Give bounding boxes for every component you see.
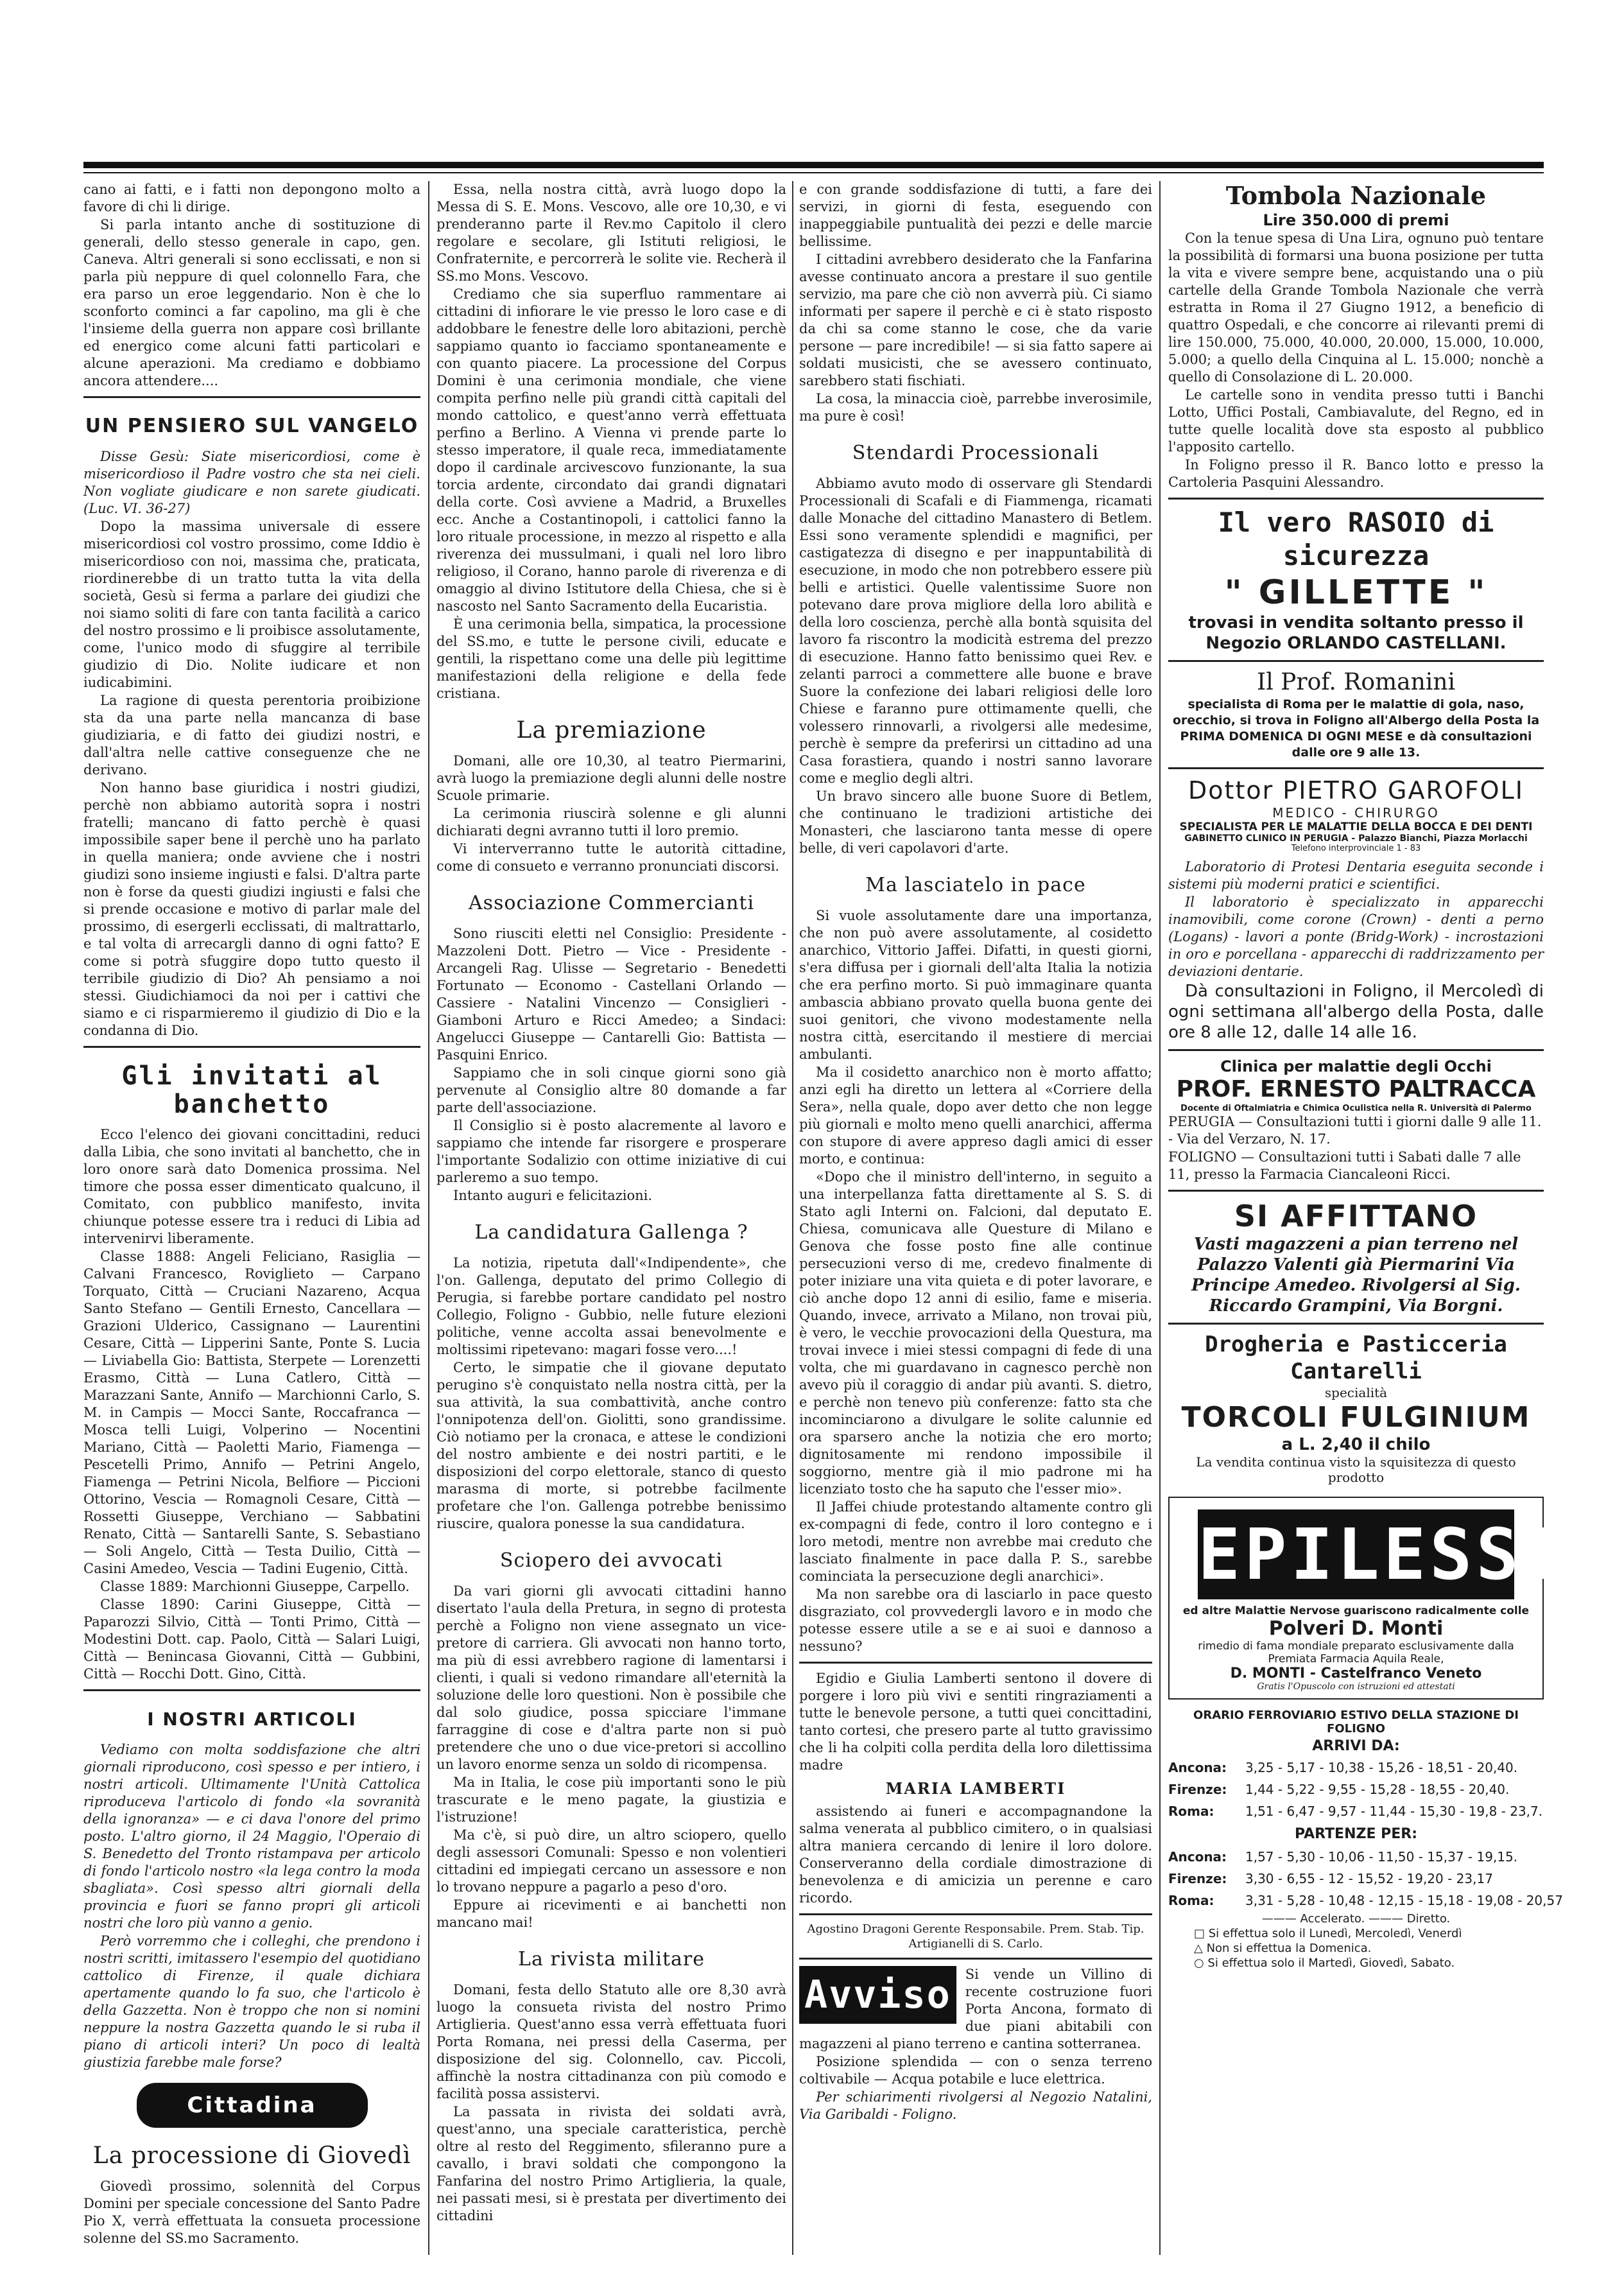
paragraph: I cittadini avrebbero desiderato che la Fanfarina avesse continuato ancora a prestare il suo gentile servizio, ma pare che ciò non avverrà più. Ci siamo informati per sapere il perchè e ci è stato risposto da chi sa come stanno le cose, che da varie persone — pare incredibile! — si sia fatto sapere ai soldati musicisti, che se avessero continuato, sarebbero stati fischiati. — [799, 252, 1152, 388]
column-2 — [436, 181, 786, 2255]
paragraph: Classe 1889: Marchionni Giuseppe, Carpello. — [100, 1579, 410, 1594]
timetable-legend: △ Non si effettua la Domenica. — [1194, 1942, 1372, 1955]
paragraph: Le cartelle sono in vendita presso tutti i Banchi Lotto, Uffici Postali, Cambiavalute, del Regno, ed in tutte quelle località dove sta esposto al pubblico l'apposito cartello. — [1168, 387, 1544, 455]
divider — [799, 1662, 1152, 1664]
column-divider — [792, 181, 793, 2255]
paragraph: In Foligno presso il R. Banco lotto e presso la Cartoleria Pasquini Alessandro. — [1168, 457, 1544, 490]
paragraph: Domani, festa dello Statuto alle ore 8,30 avrà luogo la consueta rivista del nostro Primo Artiglieria. Quest'anno essa verrà effettuata fuori Porta Romana, nei pressi della Caserma, per disposizione del sig. Colonnello, cav. Piccoli, affinchè la nostra cittadinanza con più comodo e facilità possa assistervi. — [436, 1982, 786, 2101]
top-rule-thin — [83, 172, 1544, 173]
column-divider — [1159, 181, 1161, 2255]
epilessia-desc: rimedio di fama mondiale preparato esclusivamente dalla Premiata Farmacia Aquila Reale, — [1198, 1640, 1514, 1665]
paragraph: Classe 1890: Carini Giuseppe, Città — Paparozzi Silvio, Città — Tonti Primo, Città — Modestini Dott. cap. Paolo, Città — Salari Luigi, Città — Benincasa Giovanni, Città — Gubbini, Città — Rocchi Dott. Gino, Città. — [83, 1597, 420, 1682]
epilessia-note: Gratis l'Opuscolo con istruzioni ed attestati — [1257, 1682, 1455, 1692]
paragraph: Essa, nella nostra città, avrà luogo dopo la Messa di S. E. Mons. Vescovo, alle ore 10,30, e vi prenderanno parte il Rev.mo Capitolo il clero regolare e secolare, gli Istituti religiosi, le Confraternite, e percorrerà le solite vie. Recherà il SS.mo Mons. Vescovo. — [436, 182, 786, 284]
paragraph: PERUGIA — Consultazioni tutti i giorni dalle 9 alle 11. - Via del Verzaro, N. 17. — [1168, 1114, 1542, 1147]
column-1 — [83, 181, 420, 2255]
headline-lasciatelo: Ma lasciatelo in pace — [865, 874, 1086, 896]
romanini-text: specialista di Roma per le malattie di gola, naso, orecchio, si trova in Foligno all'Albergo della Posta la PRIMA DOMENICA DI OGNI MESE e dà consultazioni dalle ore 9 alle 13. — [1172, 697, 1540, 760]
garofoli-sub: MEDICO - CHIRURGO — [1272, 805, 1440, 821]
paragraph: Si vende un Villino di recente costruzione fuori Porta Ancona, formato di due piani abitabili con magazzeni al piano terreno e cantina sotterranea. — [799, 1967, 1152, 2051]
column-3 — [799, 181, 1152, 2255]
ad-affittano — [1168, 1198, 1544, 1316]
paragraph: Giovedì prossimo, solennità del Corpus Domini per speciale concessione del Santo Padre Pio X, verrà effettuata la consueta processione solenne del SS.mo Sacramento. — [83, 2179, 420, 2246]
paragraph: Il Jaffei chiude protestando altamente contro gli ex-compagni di fede, contro il loro contegno e i loro metodi, mentre non avrebbe mai creduto che lasciato finalmente in pace dalla P. S., sarebbe cominciata la persecuzione degli anarchici». — [799, 1499, 1152, 1584]
paragraph: Laboratorio di Protesi Dentaria eseguita seconde i sistemi più moderni pratici e scientifici. — [1168, 859, 1544, 892]
paltracca-role: Docente di Oftalmiatria e Chimica Oculistica nella R. Università di Palermo — [1180, 1104, 1532, 1113]
divider — [1168, 767, 1544, 769]
paragraph: La cosa, la minaccia cioè, parrebbe inverosimile, ma pure è così! — [799, 391, 1152, 424]
ad-garofoli — [1168, 776, 1544, 1043]
paragraph: Crediamo che sia superfluo rammentare ai cittadini di infiorare le vie presso le loro case e di addobbare le fenestre delle loro abitazioni, perchè sappiamo quanto io facciamo spontaneamente e con quanto piacere. La processione del Corpus Domini è una cerimonia mondiale, che viene compita perfino nelle più grandi città capitali del mondo cattolico, e quest'anno verrà effettuata perfino a Berlino. A Vienna vi prende parte lo stesso imperatore, il quale reca, immediatamente dopo il cardinale arcivescovo funzionante, la sua torcia ardente, circondato dai grandi dignatari della corte. Così avviene a Madrid, a Bruxelles ecc. Anche a Costantinopoli, i cattolici fanno la loro rituale processione, in mezzo al rispetto e alla riverenza dei mussulmani, i quali nel loro libro religioso, il Corano, hanno parole di riverenza e di omaggio al divino Istitutore della Chiesa, che si è nascosto nel Santo Sacramento della Eucaristia. — [436, 286, 786, 614]
column-divider — [428, 181, 429, 2255]
paragraph: Si vuole assolutamente dare una importanza, che non può avere assolutamente, al cosidetto anarchico, Vittorio Jaffei. Difatti, in questi giorni, s'era diffusa per i giornali dell'alta Italia la notizia che era perfino morto. Si può immaginare quanta ambascia abbiano provato quella buona gente dei suoi genitori, che vivono modestamente nella nostra città, esercitando il mestiere di merciai ambulanti. — [799, 908, 1152, 1062]
headline-rivista: La rivista militare — [518, 1948, 705, 1970]
paragraph: assistendo ai funeri e accompagnandone la salma venerata al pubblico cimitero, o in qualsiasi altra maniera cercando di lenire il loro dolore. Conserveranno della cordiale dimostrazione di benevolenza e di amicizia un perenne e caro ricordo. — [799, 1804, 1152, 1906]
timetable-city: Firenze: — [1168, 1871, 1227, 1886]
paragraph: Si parla intanto anche di sostituzione di generali, dello stesso generale in capo, gen. Caneva. Altri generali si sono ecclissati, e non si parla più neppure di quel colonnello Fara, che era parso un eroe leggendario. Non è che lo sconforto cominci a far capolino, ma gli è che l'insieme della guerra non appare così brillante ed energico come alcuni fatti particolari e alcune aperazioni. Ma crediamo e dobbiamo ancora attendere.... — [83, 217, 420, 388]
timetable-city: Firenze: — [1168, 1782, 1227, 1797]
timetable-times: 3,30 - 6,55 - 12 - 15,52 - 19,20 - 23,17 — [1245, 1871, 1493, 1886]
divider — [83, 396, 420, 398]
avviso-badge: Avviso — [799, 1966, 956, 2024]
garofoli-title: Dottor PIETRO GAROFOLI — [1188, 776, 1524, 804]
timetable-city: Ancona: — [1168, 1760, 1227, 1775]
paragraph: Ma non sarebbe ora di lasciarlo in pace questo disgraziato, col provvedergli lavoro e in modo che potesse essere utile a se e ai suoi e dannoso a nessuno? — [799, 1587, 1152, 1654]
obituary-name: MARIA LAMBERTI — [885, 1779, 1066, 1798]
garofoli-addr: GABINETTO CLINICO IN PERUGIA - Palazzo Bianchi, Piazza Morlacchi — [1184, 833, 1528, 844]
gillette-line1: Il vero RASOIO di sicurezza — [1218, 507, 1494, 571]
epilessia-product: Polveri D. Monti — [1268, 1617, 1444, 1640]
timetable-city: Roma: — [1168, 1893, 1214, 1908]
divider — [1168, 1190, 1544, 1192]
paragraph: Egidio e Giulia Lamberti sentono il dovere di porgere i loro più vivi e sentiti ringraziamenti a tutte le benevole persone, a tutti quei concittadini, tanto cortesi, che presero parte al tutto gravissimo che li ha colpiti colla perdita della loro dilettissima madre — [799, 1671, 1152, 1773]
paragraph: Da vari giorni gli avvocati cittadini hanno disertato l'aula della Pretura, in segno di protesta perchè a Foligno non viene assegnato un vice-pretore di carriera. Gli avvocati non hanno torto, ma più di essi avrebbero ragione di lamentarsi i clienti, i quali si vedono rimandare all'eternità la soluzione delle loro questioni. Non è possibile che dal solo giudice, possa spicciare l'immane farraggine di cose e d'altra parte non si può pretendere che uno o due vice-pretori si accollino un lavoro enorme senza un soldo di ricompensa. — [436, 1583, 786, 1772]
paragraph: Eppure ai ricevimenti e ai banchetti non mancano mai! — [436, 1897, 786, 1930]
paragraph: Sono riusciti eletti nel Consiglio: Presidente - Mazzoleni Dott. Pietro — Vice - Presidente - Arcangeli Rag. Ulisse — Segretario - Benedetti Fortunato — Economo - Castellani Orlando — Cassiere - Natalini Vincenzo — Consiglieri - Giamboni Arturo e Ricci Amedeo; a Sindaci: Angelucci Giuseppe — Cantarelli Gio: Battista — Pasquini Enrico. — [436, 926, 786, 1063]
paltracca-name: PROF. ERNESTO PALTRACCA — [1176, 1076, 1536, 1102]
timetable — [1168, 1709, 1563, 1970]
paragraph: Classe 1888: Angeli Feliciano, Rasiglia — Calvani Francesco, Roviglieto — Carpano Torquato, Città — Cruciani Nazareno, Acqua Santo Stefano — Gentili Ernesto, Cancellara — Grazioni Ulderico, Cassignano — Laurentini Cesare, Città — Lipperini Sante, Ponte S. Lucia — Liviabella Gio: Battista, Sterpete — Lorenzetti Erasmo, Città — Luna Catlero, Città — Marazzani Sante, Annifo — Marchionni Carlo, S. M. in Campis — Mocci Sante, Roccafranca — Mosca telli Luigi, Volperino — Nocentini Mariano, Città — Paoletti Mario, Fiamenga — Pescetelli Primo, Annifo — Petrini Angelo, Fiamenga — Petrini Nicola, Belfiore — Piccioni Ottorino, Vescia — Romagnoli Cesare, Città — Rossetti Giuseppe, Verchiano — Sabbatini Renato, Città — Santarelli Sante, S. Sebastiano — Soli Angelo, Città — Testa Duilio, Città — Casini Amedeo, Vescia — Tadini Eugenio, Città. — [83, 1249, 420, 1576]
timetable-row — [1168, 1779, 1544, 1800]
paragraph: La notizia, ripetuta dall'«Indipendente», che l'on. Gallenga, deputato del primo Collegio di Perugia, si farebbe portare candidato pel nostro Collegio, Foligno - Gubbio, nelle future elezioni politiche, venne accolta assai benevolmente e moltissimi ripetevano: magari fosse vero....! — [436, 1255, 786, 1357]
timetable-legend: ——— Accelerato. ——— Diretto. — [1261, 1912, 1451, 1926]
top-rule — [83, 162, 1544, 168]
tombola-sub: Lire 350.000 di premi — [1263, 211, 1449, 229]
paragraph: e con grande soddisfazione di tutti, a fare dei servizi, in giorni di festa, eseguendo con inappeggiabile puntualità dei pezzi e delle marcie bellissime. — [799, 182, 1152, 249]
avviso-block — [799, 1966, 1152, 2123]
timetable-times: 1,44 - 5,22 - 9,55 - 15,28 - 18,55 - 20,40. — [1245, 1782, 1510, 1797]
paragraph: Ma c'è, si può dire, un altro sciopero, quello degli assessori Comunali: Spesso e non volentieri cittadini ed impiegati cercano un assessore e non lo trovano neppure a pagarlo a peso d'oro. — [436, 1827, 786, 1895]
epilessia-title: EPILESSIA — [1198, 1509, 1514, 1599]
timetable-times: 3,25 - 5,17 - 10,38 - 15,26 - 18,51 - 20,40. — [1245, 1760, 1518, 1775]
divider — [1168, 1049, 1544, 1051]
divider — [1168, 1323, 1544, 1325]
ad-cantarelli — [1168, 1331, 1544, 1485]
ad-tombola — [1168, 181, 1544, 491]
divider — [1168, 498, 1544, 500]
epilessia-maker: D. MONTI - Castelfranco Veneto — [1230, 1665, 1482, 1682]
paragraph: Intanto auguri e felicitazioni. — [453, 1188, 653, 1203]
romanini-title: Il Prof. Romanini — [1257, 669, 1455, 695]
paragraph: Un bravo sincero alle buone Suore di Betlem, che continuano le tradizioni artistiche dei Monasteri, che lasciarono tanta messe di opere belle, di veri capolavori d'arte. — [799, 788, 1152, 856]
timetable-row — [1168, 1846, 1544, 1868]
affittano-title: SI AFFITTANO — [1234, 1199, 1478, 1233]
cantarelli-price: a L. 2,40 il chilo — [1281, 1435, 1431, 1454]
paragraph: Dopo la massima universale di essere misericordiosi col vostro prossimo, come Iddio è misericordioso con noi, massima che, praticata, riordinerebbe di un tratto tutta la vita della società, Gesù si ferma a parlare dei giudizi che noi siamo soliti di fare con tanta facilità a carico del nostro prossimo e li proibisce assolutamente, come, l'unico modo di sfuggire al terribile giudizio di Dio. Nolite iudicare et non iudicabimini. — [83, 519, 420, 690]
headline-invitati: Gli invitati al banchetto — [121, 1061, 383, 1119]
timetable-row — [1168, 1890, 1563, 1911]
ad-epilessia — [1168, 1497, 1615, 1700]
divider — [799, 1958, 1152, 1960]
paragraph: Ma il cosidetto anarchico non è morto affatto; anzi egli ha diretto un lettera al «Corriere della Sera», nella quale, dopo aver detto che non legge più giornali e molto meno quelli anarchici, afferma con stupore di avere appreso dagli amici di esser morto, e continua: — [799, 1065, 1152, 1167]
timetable-row — [1168, 1800, 1544, 1822]
headline-gallenga: La candidatura Gallenga ? — [474, 1221, 748, 1244]
paragraph: Ecco l'elenco dei giovani concittadini, reduci dalla Libia, che sono invitati al banchetto, che in loro onore sarà dato Domenica prossima. Nel timore che possa esser dimenticato qualcuno, il Comitato, con pubblico manifesto, invita chiunque potesse essere tra i reduci di Libia ad intervenirvi liberamente. — [83, 1127, 420, 1246]
paragraph: Dà consultazioni in Foligno, il Mercoledì di ogni settimana all'albergo della Posta, dalle ore 8 alle 12, dalle 14 alle 16. — [1168, 982, 1544, 1042]
paragraph: Il Consiglio si è posto alacremente al lavoro e sappiamo che intende far risorgere e prosperare l'importante Sodalizio con ottime iniziative di cui parleremo a suo tempo. — [436, 1118, 786, 1185]
paragraph: È una cerimonia bella, simpatica, la processione del SS.mo, e tutte le persone civili, educate e gentili, la rispettano come una delle più legittime manifestazioni della religione e della fede cristiana. — [436, 616, 786, 701]
timetable-city: Roma: — [1168, 1804, 1214, 1819]
gillette-line2: " GILLETTE " — [1224, 573, 1488, 612]
column-4 — [1168, 181, 1615, 2255]
timetable-legend: □ Si effettua solo il Lunedì, Mercoledì, Venerdì — [1194, 1927, 1462, 1940]
paragraph: cano ai fatti, e i fatti non depongono molto a favore di chi li dirige. — [83, 182, 420, 214]
paragraph: «Dopo che il ministro dell'interno, in seguito a una interpellanza fatta direttamente al S. S. di Stato agli Interni on. Falcioni, dal deputato E. Chiesa, comunicava alle Questure di Milano e Genova che fosse posto fine alle continue persecuzioni verso di me, credevo finalmente di poter iniziare una vita quieta e di poter lavorare, e ciò anche dopo 12 anni di esilio, fame e miseria. Quando, invece, arrivato a Milano, non trovai più, è vero, le vecchie provocazioni della Questura, ma trovai invece i miei stessi compagni di fede di una volta, che mi guardavano in cagnesco perchè non avevo più il coraggio di andar più avanti. S. dietro, e perchè non tenevo più conferenze: fatto sta che incominciarono a divulgare le solite calunnie ed ora sparsero anche la notizia che ero morto; dignitosamente mi rendono impossibile il soggiorno, mentre già il mio padrone mi ha licenziato tosto che ha saputo che l'esser mio». — [799, 1169, 1152, 1497]
headline-processione: La processione di Giovedì — [92, 2143, 411, 2169]
paragraph: Il laboratorio è specializzato in apparecchi inamovibili, come corone (Crown) - denti a perno (Logans) - lavori a ponte (Bridg-Work) - incrostazioni in oro e porcellana - apparecchi di raddrizzamento per deviazioni dentarie. — [1168, 894, 1544, 979]
affittano-text: Vasti magazzeni a pian terreno nel Palazzo Valenti già Piermarini Via Principe Amedeo. Rivolgersi al Sig. Riccardo Grampini, Via Borgni. — [1191, 1235, 1521, 1316]
paragraph: Certo, le simpatie che il giovane deputato perugino s'è conquistato nella nostra città, per la sua attività, la sua combattività, anche contro l'onnipotenza dell'on. Giolitti, sono grandissime. Ciò notiamo per la cronaca, e attese le condizioni del nostro ambiente e dei nostri partiti, e le disposizioni del corpo elettorale, stanco di questo marasma di morte, si potrebbe facilmente profetare che l'on. Gallenga potrebbe benissimo riuscire, qualora ponesse la sua candidatura. — [436, 1360, 786, 1531]
paragraph: La ragione di questa perentoria proibizione sta da una parte nella mancanza di base giudiziaria, e di fatto dei giudizi nostri, e dall'altra nelle cattive conseguenze che ne derivano. — [83, 693, 420, 778]
cantarelli-title: Drogheria e Pasticceria Cantarelli — [1205, 1332, 1507, 1384]
divider — [83, 1689, 420, 1691]
paragraph: Sappiamo che in soli cinque giorni sono già pervenute al Consiglio altre 80 domande a far parte dell'associazione. — [436, 1065, 786, 1115]
cantarelli-product: TORCOLI FULGINIUM — [1181, 1401, 1531, 1434]
paragraph: Ma in Italia, le cose più importanti sono le più trascurate e le meno pagate, la giustizia e l'istruzione! — [436, 1775, 786, 1825]
paragraph: Vediamo con molta soddisfazione che altri giornali riproducono, così spesso e per intiero, i nostri articoli. Ultimamente l'Unità Cattolica riproduceva l'articolo di fondo «la sovranità della ignoranza» — e ci dava l'onore del primo posto. L'altro giorno, il 24 Maggio, l'Operaio di S. Benedetto del Tronto ristampava per articolo di fondo l'articolo nostro «la lega contro la moda sbagliata». Così spesso altri giornali della provincia e fuori se fanno propri gli articoli nostri che loro più vanno a genio. — [83, 1742, 420, 1931]
garofoli-tel: Telefono interprovinciale 1 - 83 — [1291, 844, 1421, 853]
cantarelli-note: La vendita continua visto la squisitezza di questo prodotto — [1196, 1454, 1516, 1485]
paragraph: Domani, alle ore 10,30, al teatro Piermarini, avrà luogo la premiazione degli alunni delle nostre Scuole primarie. — [436, 753, 786, 803]
ad-romanini — [1168, 668, 1544, 761]
divider — [83, 1046, 420, 1048]
paltracca-clinic: Clinica per malattie degli Occhi — [1220, 1057, 1492, 1075]
timetable-times: 3,31 - 5,28 - 10,48 - 12,15 - 15,18 - 19,08 - 20,57 — [1245, 1893, 1563, 1908]
paragraph: La passata in rivista dei soldati avrà, quest'anno, una speciale caratteristica, perchè oltre al resto del Reggimento, sfileranno pure a cavallo, i bravi soldati che compongono la Fanfarina del nostro Primo Artiglieria, la quale, nei passati mesi, si è prestata per divertimento dei cittadini — [436, 2104, 786, 2223]
paragraph: Non hanno base giuridica i nostri giudizi, perchè non abbiamo autorità sopra i nostri fratelli; mancano di fatto perchè è quasi impossibile saper bene il perchè uno ha parlato in quella maniera; onde avviene che i nostri giudizi sono insieme ingiusti e falsi. D'altra parte non è forse da questi giudizi ingiusti e falsi che si prende occasione e motivo di parlar male del prossimo, di esergerli ecclissati, di maltrattarlo, e tal volta di arrecargli danno di ogni fatto? E come si potrà sfuggire dopo tutto questo il terribile giudizio di Dio? Ah pensiamo a noi stessi. Giudichiamoci da noi per i cattivi che siamo e ci risparmieremo il giudizio di Dio e la condanna di Dio. — [83, 780, 420, 1038]
headline-sciopero: Sciopero dei avvocati — [499, 1549, 723, 1572]
timetable-departures: PARTENZE PER: — [1294, 1826, 1418, 1842]
timetable-legend: ○ Si effettua solo il Martedì, Giovedì, Sabato. — [1194, 1956, 1455, 1970]
timetable-row — [1168, 1757, 1544, 1779]
paragraph: La cerimonia riuscirà solenne e gli alunni dichiarati degni avranno tutti il loro premio. — [436, 806, 786, 839]
timetable-times: 1,51 - 6,47 - 9,57 - 11,44 - 15,30 - 19,8 - 23,7. — [1245, 1804, 1543, 1819]
timetable-row — [1168, 1868, 1544, 1890]
divider — [799, 1913, 1152, 1915]
paragraph: Per schiarimenti rivolgersi al Negozio Natalini, Via Garibaldi - Foligno. — [799, 2089, 1152, 2122]
garofoli-spec: SPECIALISTA PER LE MALATTIE DELLA BOCCA E DEI DENTI — [1179, 821, 1533, 833]
headline-pensiero: UN PENSIERO SUL VANGELO — [85, 415, 419, 437]
paragraph: Abbiamo avuto modo di osservare gli Stendardi Processionali di Scafali e di Fiammenga, ricamati dalle Monache del cittadino Manastero di Betlem. Essi sono veramente splendidi e magnifici, per castigatezza di disegno e per inappuntabilità di esecuzione, in modo che non potrebbero essere più belli e artistici. Quelle valentissime Suore non potevano dare prova migliore della loro abilità e della loro coscienza, perchè alla bontà squisita del lavoro fa riscontro la modicità estrema del prezzo di esecuzione. Hanno fatto benissimo quei Rev. e zelanti parroci a commettere alle buone e brave Suore la confezione dei labari religiosi delle loro Chiese e faranno pure ottimamente quelli, che volessero rinnovarli, a rivolgersi alle medesime, perchè è sempre da preferirsi un cittadino ad una Casa forastiera, quando i nostri sanno lavorare come e meglio degli altri. — [799, 476, 1152, 786]
timetable-city: Ancona: — [1168, 1849, 1227, 1865]
paragraph: Con la tenue spesa di Una Lira, ognuno può tentare la possibilità di formarsi una buona posizione per tutta la vita e vivere sempre bene, acquistando una o più cartelle della Grande Tombola Nazionale che verrà estratta in Roma il 27 Giugno 1912, a beneficio di quattro Ospedali, e che concorre ai rilevanti premi di lire 150.000, 75.000, 40.000, 20.000, 15.000, 10.000, 5.000; a quello della Cinquina al L. 15.000; nonchè a quello di Consolazione di L. 20.000. — [1168, 230, 1544, 385]
headline-associazione: Associazione Commercianti — [468, 892, 755, 914]
headline-premiazione: La premiazione — [516, 717, 707, 744]
paragraph: Però vorremmo che i colleghi, che prendono i nostri scritti, imitassero l'esempio del quotidiano cattolico di Firenze, il quale dichiara apertamente quando lo fa suo, che l'articolo è della Gazzetta. Non è troppo che non si nomini neppure la nostra Gazzetta quando le si ruba il piano di articoli interi? Un poco di lealtà giustizia farebbe male forse? — [83, 1933, 420, 2070]
paragraph: Posizione splendida — con o senza terreno coltivabile — Acqua potabile e luce elettrica. — [799, 2054, 1152, 2087]
paragraph: Vi interverranno tutte le autorità cittadine, come di consueto e verranno pronunciati discorsi. — [436, 841, 786, 874]
ad-gillette — [1168, 506, 1544, 654]
timetable-times: 1,57 - 5,30 - 10,06 - 11,50 - 15,37 - 19,15. — [1245, 1849, 1518, 1865]
divider — [1168, 660, 1544, 662]
headline-stendardi: Stendardi Processionali — [852, 442, 1100, 464]
timetable-title: ORARIO FERROVIARIO ESTIVO DELLA STAZIONE DI FOLIGNO — [1193, 1709, 1519, 1735]
ad-paltracca — [1168, 1057, 1544, 1183]
tombola-title: Tombola Nazionale — [1225, 181, 1487, 210]
headline-articoli: I NOSTRI ARTICOLI — [147, 1709, 357, 1730]
cantarelli-spec: specialità — [1324, 1385, 1388, 1400]
timetable-arrivals: ARRIVI DA: — [1312, 1738, 1400, 1754]
gerente-line: Agostino Dragoni Gerente Responsabile. Prem. Stab. Tip. Artigianelli di S. Carlo. — [807, 1922, 1144, 1951]
ornamental-heading: Cittadina — [137, 2083, 368, 2128]
epilessia-line: ed altre Malattie Nervose guariscono radicalmente colle — [1182, 1605, 1530, 1617]
paragraph: FOLIGNO — Consultazioni tutti i Sabati dalle 7 alle 11, presso la Farmacia Ciancaleoni Ricci. — [1168, 1149, 1521, 1182]
gillette-line3: trovasi in vendita soltanto presso il Negozio ORLANDO CASTELLANI. — [1188, 613, 1524, 653]
paragraph: Disse Gesù: Siate misericordiosi, come è misericordioso il Padre vostro che sta nei cieli. Non vogliate giudicare e non sarete giudicati. (Luc. VI. 36-27) — [83, 449, 420, 516]
